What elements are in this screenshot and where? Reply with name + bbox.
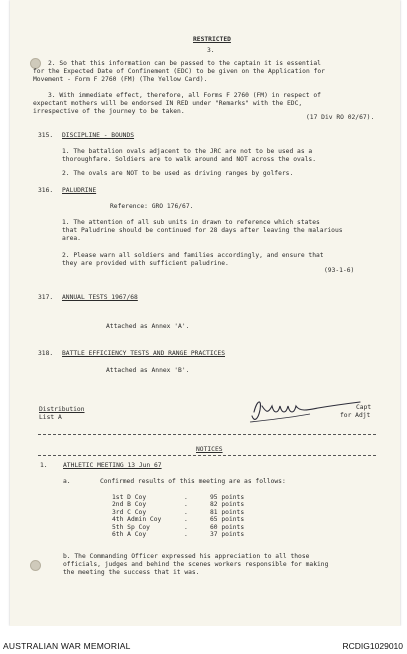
item315-title: DISCIPLINE - BOUNDS	[62, 132, 135, 139]
classification-header: RESTRICTED	[193, 36, 231, 43]
distribution-label: Distribution	[39, 406, 85, 413]
distribution-list: List A	[39, 414, 62, 421]
item316-p1-line3: area.	[62, 235, 81, 242]
team-score: 60 points	[210, 523, 245, 531]
page-number: 3.	[207, 47, 215, 54]
item318-title: BATTLE EFFICIENCY TESTS AND RANGE PRACTICES	[62, 350, 226, 357]
team-score: 81 points	[210, 508, 245, 516]
notice-b-line1: b. The Commanding Officer expressed his appreciation to all those	[63, 553, 310, 560]
item318-number: 318.	[38, 350, 54, 357]
notice-a-label: a.	[63, 478, 71, 485]
results-row: 1st D Coy . 95 points	[112, 494, 245, 501]
results-row: 2nd B Coy . 82 points	[112, 501, 245, 509]
signature-rank: Capt	[356, 404, 372, 411]
item316-p2-line1: 2. Please warn all soldiers and families accordingly, and ensure that	[62, 252, 324, 259]
team-name: 3rd C Coy	[112, 508, 147, 516]
item316-p1-line1: 1. The attention of all sub units in drawn to reference which states	[62, 219, 320, 226]
results-row: 4th Admin Coy . 65 points	[112, 516, 245, 524]
team-name: 1st D Coy	[112, 494, 147, 501]
results-row: 6th A Coy . 37 points	[112, 531, 245, 539]
notice-a-text: Confirmed results of this meeting are as follows:	[100, 478, 286, 485]
separator-line-top	[38, 434, 376, 435]
notices-heading: NOTICES	[196, 446, 223, 453]
notice1-number: 1.	[40, 462, 48, 469]
para2-line2: for the Expected Date of Confinement (EDC) to be given on the Application for	[33, 68, 325, 75]
team-name: 4th Admin Coy	[112, 516, 162, 524]
document-page	[10, 0, 400, 626]
team-score: 95 points	[210, 494, 245, 501]
footer-institution: AUSTRALIAN WAR MEMORIAL	[3, 641, 131, 651]
team-score: 82 points	[210, 501, 245, 509]
team-name: 2nd B Coy	[112, 501, 147, 509]
item317-title: ANNUAL TESTS 1967/68	[62, 294, 138, 301]
item315-p1-line2: thoroughfare. Soldiers are to walk around and NOT across the ovals.	[62, 156, 317, 163]
item315-number: 315.	[38, 132, 54, 139]
team-score: 37 points	[210, 531, 245, 539]
para2-line3: Movement - Form F 2760 (FM) (The Yellow Card).	[33, 76, 208, 83]
separator-line-bottom	[38, 455, 376, 456]
item316-title: PALUDRINE	[62, 187, 97, 194]
signature-for: for Adjt	[340, 412, 371, 419]
results-row: 5th Sp Coy . 60 points	[112, 523, 245, 531]
results-table	[112, 494, 244, 538]
item316-reference: Reference: GRO 176/67.	[110, 203, 194, 210]
team-name: 5th Sp Coy	[112, 523, 150, 531]
item315-p2: 2. The ovals are NOT to be used as driving ranges by golfers.	[62, 170, 294, 177]
para3-reference: (17 Div RO 02/67).	[306, 114, 375, 121]
team-name: 6th A Coy	[112, 531, 147, 539]
para3-line1: 3. With immediate effect, therefore, all Forms F 2760 (FM) in respect of	[48, 92, 321, 99]
notice1-title: ATHLETIC MEETING 13 Jun 67	[63, 462, 162, 469]
item316-number: 316.	[38, 187, 54, 194]
item317-attached: Attached as Annex 'A'.	[106, 323, 190, 330]
para3-line3: irrespective of the journey to be taken.	[33, 108, 185, 115]
item316-p2-line2: they are provided with sufficient paludrine.	[62, 260, 229, 267]
notice-b-line3: the meeting the success that it was.	[63, 569, 200, 576]
archive-footer	[0, 626, 407, 654]
item316-p1-line2: that Paludrine should be continued for 28 days after leaving the malarious	[62, 227, 343, 234]
team-score: 65 points	[210, 516, 245, 524]
results-row: 3rd C Coy . 81 points	[112, 508, 245, 516]
item317-number: 317.	[38, 294, 54, 301]
para3-line2: expectant mothers will be endorsed IN RED under "Remarks" with the EDC,	[33, 100, 303, 107]
handwritten-signature	[248, 392, 366, 428]
footer-record-id: RCDIG1029010	[342, 641, 403, 651]
para2-line1: 2. So that this information can be passed to the captain it is essential	[48, 60, 321, 67]
item318-attached: Attached as Annex 'B'.	[106, 367, 190, 374]
item316-ref: (93-1-6)	[324, 267, 355, 274]
notice-b-line2: officials, judges and behind the scenes workers responsible for making	[63, 561, 329, 568]
item315-p1-line1: 1. The battalion ovals adjacent to the JRC are not to be used as a	[62, 148, 313, 155]
